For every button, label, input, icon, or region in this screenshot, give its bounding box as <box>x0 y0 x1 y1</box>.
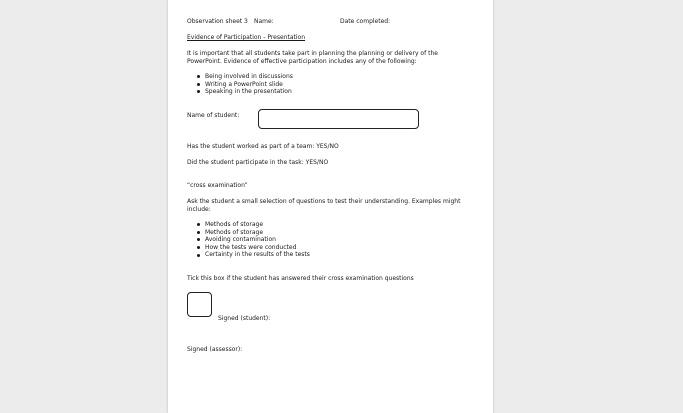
name-label: Name: <box>254 18 274 25</box>
cross-exam-intro: Ask the student a small selection of questions to test their understanding. Examples might include: <box>187 198 461 213</box>
list-item: Avoiding contamination <box>187 236 310 244</box>
bullet-icon <box>197 231 200 234</box>
task-question: Did the student participate in the task: YES/NO <box>187 159 329 166</box>
signed-assessor-label: Signed (assessor): <box>187 346 243 353</box>
cross-exam-title: “cross examination” <box>187 182 248 189</box>
list-item: Methods of storage <box>187 229 310 237</box>
list-item: Speaking in the presentation <box>187 88 293 96</box>
list-item: Being involved in discussions <box>187 73 293 81</box>
section-title: Evidence of Participation - Presentation <box>187 34 306 41</box>
bullet-icon <box>197 223 200 226</box>
list-item: Writing a PowerPoint slide <box>187 81 293 89</box>
tick-instruction: Tick this box if the student has answered their cross examination questions <box>187 275 414 282</box>
cross-exam-list <box>187 221 310 259</box>
signed-student-label: Signed (student): <box>218 315 271 322</box>
list-item: How the tests were conducted <box>187 244 310 252</box>
answered-tick-box[interactable] <box>187 292 212 317</box>
participation-list <box>187 73 293 96</box>
bullet-icon <box>197 75 200 78</box>
bullet-icon <box>197 83 200 86</box>
student-name-input[interactable] <box>258 109 419 129</box>
intro-paragraph: It is important that all students take part in planning the planning or delivery of the PowerPoint. Evidence of effective participation includes any of the following: <box>187 50 438 65</box>
sheet-label: Observation sheet 3 <box>187 18 248 25</box>
bullet-icon <box>197 254 200 257</box>
bullet-icon <box>197 246 200 249</box>
bullet-icon <box>197 238 200 241</box>
list-item: Methods of storage <box>187 221 310 229</box>
student-name-label: Name of student: <box>187 112 240 119</box>
document-page <box>168 0 493 413</box>
list-item: Certainty in the results of the tests <box>187 251 310 259</box>
bullet-icon <box>197 90 200 93</box>
date-completed-label: Date completed: <box>340 18 391 25</box>
team-question: Has the student worked as part of a team: YES/NO <box>187 143 339 150</box>
